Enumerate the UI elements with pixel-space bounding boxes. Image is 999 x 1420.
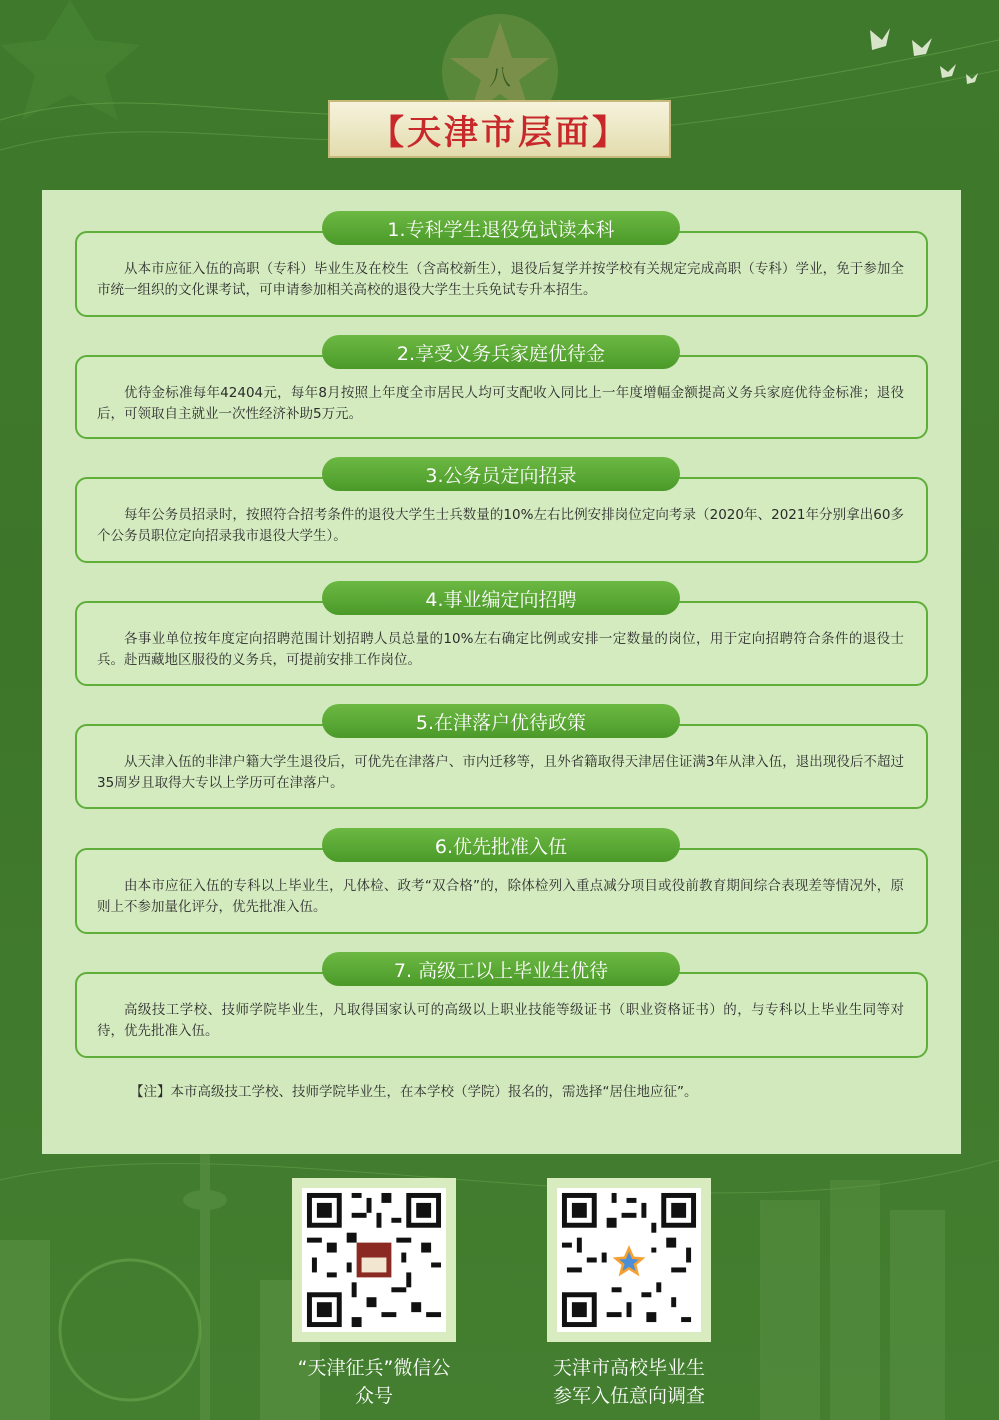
qr-caption	[547, 1354, 711, 1410]
qr-block-wechat	[292, 1178, 456, 1410]
qr-code-icon	[557, 1188, 701, 1332]
section-text: 各事业单位按年度定向招聘范围计划招聘人员总量的10%左右确定比例或安排一定数量的岗位，用于定向招聘符合条件的退役士兵。赴西藏地区服役的义务兵，可提前安排工作岗位。	[97, 631, 904, 668]
header	[294, 100, 705, 164]
page-title: 【天津市层面】	[370, 112, 629, 153]
qr-caption-line: 参军入伍意向调查	[552, 1385, 705, 1407]
section-title: 6.优先批准入伍	[322, 828, 680, 862]
section-title: 5.在津落户优待政策	[322, 704, 680, 738]
section-text: 由本市应征入伍的专科以上毕业生，凡体检、政考“双合格”的，除体检列入重点减分项目或役前教育期间综合表现差等情况外，原则上不参加量化评分，优先批准入伍。	[97, 878, 904, 915]
section-text: 优待金标准每年42404元，每年8月按照上年度全市居民人均可支配收入同比上一年度增幅金额提高义务兵家庭优待金标准；退役后，可领取自主就业一次性经济补助5万元。	[97, 385, 904, 422]
section-text: 每年公务员招录时，按照符合招考条件的退役大学生士兵数量的10%左右比例安排岗位定向考录（2020年、2021年分别拿出60多个公务员职位定向招录我市退役大学生）。	[97, 507, 904, 544]
svg-text:八: 八	[488, 66, 512, 91]
section-title: 1.专科学生退役免试读本科	[322, 211, 680, 245]
section-title: 4.事业编定向招聘	[322, 581, 680, 615]
qr-code-icon[interactable]	[547, 1178, 711, 1342]
section-5	[75, 704, 928, 809]
section-2	[75, 335, 928, 439]
section-text: 从天津入伍的非津户籍大学生退役后，可优先在津落户、市内迁移等，且外省籍取得天津居住证满3年从津入伍，退出现役后不超过35周岁且取得大专以上学历可在津落户。	[97, 754, 904, 791]
footnote: 【注】本市高级技工学校、技师学院毕业生，在本学校（学院）报名的，需选择“居住地应征”。	[130, 1084, 698, 1100]
section-text: 高级技工学校、技师学院毕业生，凡取得国家认可的高级以上职业技能等级证书（职业资格证书）的，与专科以上毕业生同等对待，优先批准入伍。	[97, 1002, 904, 1039]
section-4	[75, 581, 928, 686]
section-3	[75, 457, 928, 563]
section-7	[75, 952, 928, 1058]
section-title: 2.享受义务兵家庭优待金	[322, 335, 680, 369]
section-text: 从本市应征入伍的高职（专科）毕业生及在校生（含高校新生），退役后复学并按学校有关规定完成高职（专科）学业，免于参加全市统一组织的文化课考试，可申请参加相关高校的退役大学生士兵免试专升本招生。	[97, 261, 904, 298]
section-1	[75, 211, 928, 317]
qr-caption: “天津征兵”微信公众号	[297, 1357, 451, 1407]
qr-block-survey	[547, 1178, 711, 1410]
section-title: 7. 高级工以上毕业生优待	[322, 952, 680, 986]
qr-code-icon	[302, 1188, 446, 1332]
header-banner	[328, 100, 671, 158]
section-title: 3.公务员定向招录	[322, 457, 680, 491]
section-6	[75, 828, 928, 934]
content-panel	[42, 190, 961, 1154]
qr-code-icon[interactable]	[292, 1178, 456, 1342]
qr-caption-line: 天津市高校毕业生	[552, 1357, 705, 1379]
